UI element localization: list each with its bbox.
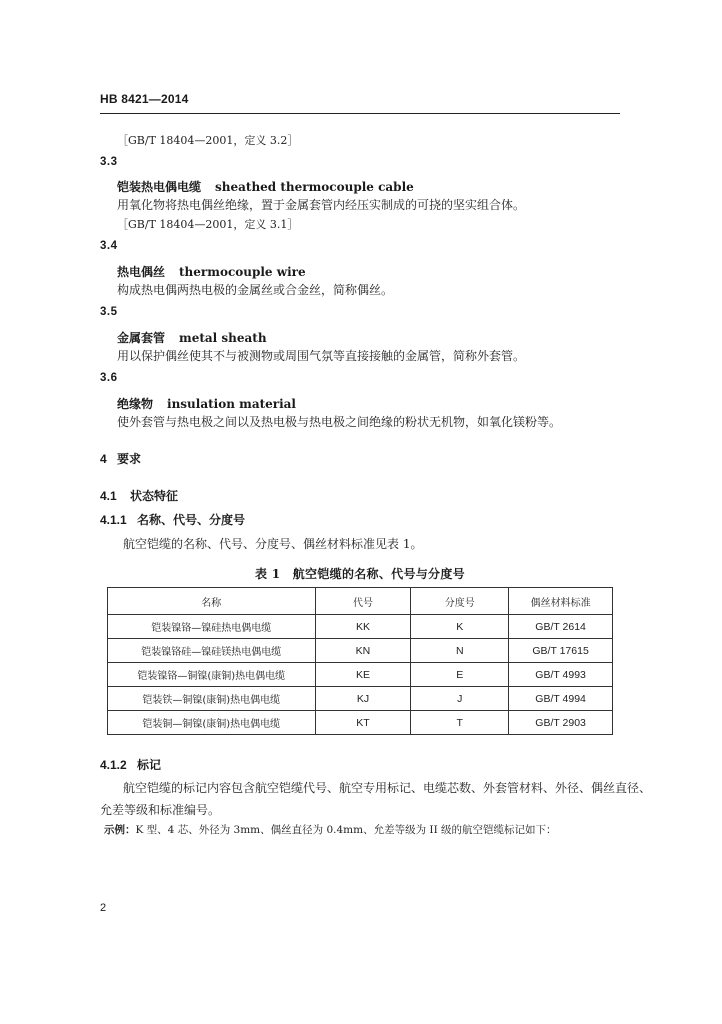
section-number-3-6: 3.6 — [100, 372, 118, 384]
table-row — [108, 615, 613, 639]
cell-standard: GB/T 4993 — [509, 663, 613, 687]
term-3-4-cn: 热电偶丝 — [117, 265, 166, 279]
cell-graduation: E — [411, 663, 509, 687]
table-row — [108, 639, 613, 663]
table-row — [108, 711, 613, 735]
section-heading-4-1-1-num: 4.1.1 — [100, 513, 127, 527]
cell-standard: GB/T 4994 — [509, 687, 613, 711]
section-heading-4 — [100, 450, 141, 467]
example-label: 示例： — [104, 824, 136, 836]
reference-3-3: ［GB/T 18404—2001，定义 3.1］ — [117, 218, 299, 231]
term-3-4 — [117, 263, 306, 280]
cell-graduation: K — [411, 615, 509, 639]
table-header-graduation: 分度号 — [411, 588, 509, 615]
header-divider — [100, 113, 620, 114]
cell-name: 铠装镍铬硅—镍硅镁热电偶电缆 — [108, 639, 316, 663]
table-header-code: 代号 — [315, 588, 411, 615]
cell-standard: GB/T 17615 — [509, 639, 613, 663]
section-heading-4-num: 4 — [100, 452, 107, 466]
cell-graduation: J — [411, 687, 509, 711]
term-3-3 — [117, 178, 414, 195]
term-3-6-cn: 绝缘物 — [117, 397, 154, 411]
cell-name: 铠装铜—铜镍(康铜)热电偶电缆 — [108, 711, 316, 735]
example-note — [104, 822, 557, 837]
cell-code: KE — [315, 663, 411, 687]
table-1 — [107, 587, 613, 735]
table-header-row — [108, 588, 613, 615]
table-row — [108, 687, 613, 711]
page-number: 2 — [100, 902, 107, 914]
term-3-6-en: insulation material — [167, 397, 296, 411]
section-heading-4-1-num: 4.1 — [100, 489, 117, 503]
section-heading-4-1-1-title: 名称、代号、分度号 — [137, 513, 246, 527]
cell-code: KN — [315, 639, 411, 663]
section-heading-4-1-1 — [100, 511, 245, 528]
table-header-name: 名称 — [108, 588, 316, 615]
cell-name: 铠装镍铬—铜镍(康铜)热电偶电缆 — [108, 663, 316, 687]
section-number-3-5: 3.5 — [100, 306, 118, 318]
section-heading-4-1 — [100, 487, 178, 504]
example-text: K 型、4 芯、外径为 3mm、偶丝直径为 0.4mm、允差等级为 II 级的航空铠缆标记如下： — [135, 824, 557, 836]
cell-graduation: N — [411, 639, 509, 663]
cell-code: KT — [315, 711, 411, 735]
cell-standard: GB/T 2903 — [509, 711, 613, 735]
term-3-5-en: metal sheath — [179, 331, 267, 345]
section-heading-4-1-title: 状态特征 — [130, 489, 179, 503]
section-number-3-4: 3.4 — [100, 240, 118, 252]
cell-code: KJ — [315, 687, 411, 711]
section-number-3-3: 3.3 — [100, 156, 118, 168]
definition-3-4: 构成热电偶两热电极的金属丝或合金丝，简称偶丝。 — [117, 283, 394, 297]
definition-3-5: 用以保护偶丝使其不与被测物或周围气氛等直接接触的金属管，简称外套管。 — [117, 349, 526, 363]
section-heading-4-title: 要求 — [117, 452, 142, 466]
term-3-5-cn: 金属套管 — [117, 331, 166, 345]
reference-3-2: ［GB/T 18404—2001，定义 3.2］ — [117, 134, 299, 147]
document-code: HB 8421—2014 — [100, 92, 189, 106]
definition-3-6: 使外套管与热电极之间以及热电极与热电极之间绝缘的粉状无机物，如氧化镁粉等。 — [117, 415, 562, 429]
table-1-caption: 表 1 航空铠缆的名称、代号与分度号 — [255, 567, 465, 581]
term-3-3-cn: 铠装热电偶电缆 — [117, 180, 202, 194]
cell-name: 铠装镍铬—镍硅热电偶电缆 — [108, 615, 316, 639]
cell-graduation: T — [411, 711, 509, 735]
term-3-6 — [117, 395, 296, 412]
section-heading-4-1-2-title: 标记 — [137, 758, 162, 772]
paragraph-4-1-2-line-2: 允差等级和标准编号。 — [100, 803, 221, 817]
section-heading-4-1-2-num: 4.1.2 — [100, 758, 127, 772]
section-heading-4-1-2 — [100, 756, 161, 773]
definition-3-3: 用氧化物将热电偶丝绝缘，置于金属套管内经压实制成的可挠的坚实组合体。 — [117, 198, 526, 212]
cell-standard: GB/T 2614 — [509, 615, 613, 639]
term-3-5 — [117, 329, 267, 346]
paragraph-4-1-2-line-1: 航空铠缆的标记内容包含航空铠缆代号、航空专用标记、电缆芯数、外套管材料、外径、偶丝直径、 — [123, 781, 652, 795]
paragraph-4-1-1: 航空铠缆的名称、代号、分度号、偶丝材料标准见表 1。 — [123, 537, 423, 551]
term-3-3-en: sheathed thermocouple cable — [215, 180, 414, 194]
table-row — [108, 663, 613, 687]
table-header-standard: 偶丝材料标准 — [509, 588, 613, 615]
cell-name: 铠装铁—铜镍(康铜)热电偶电缆 — [108, 687, 316, 711]
cell-code: KK — [315, 615, 411, 639]
term-3-4-en: thermocouple wire — [179, 265, 306, 279]
